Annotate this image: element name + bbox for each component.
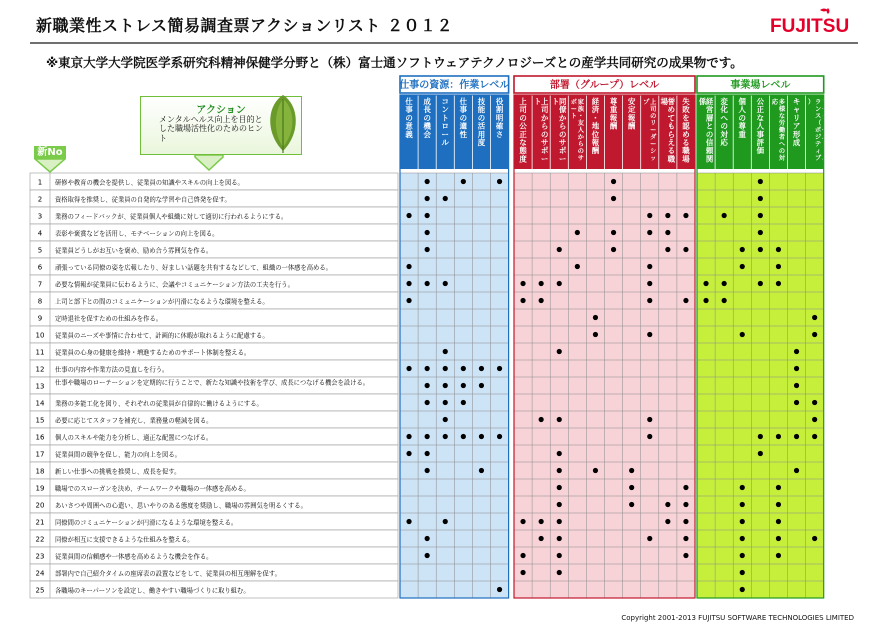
column-header-19: 個人の尊重 (738, 97, 746, 139)
action-description: メンタルヘルス向上を目的とした職場活性化のためのヒント (159, 115, 263, 143)
mark-dot (539, 519, 544, 524)
mark-dot (425, 451, 430, 456)
mark-dot (758, 213, 763, 218)
mark-dot (758, 179, 763, 184)
row-number: 20 (35, 501, 45, 510)
mark-dot (443, 417, 448, 422)
column-header-23: ワーク・セルフ・バランス（ポジティブ） (808, 99, 829, 162)
mark-dot (776, 553, 781, 558)
row-text: 定時退社を促すための仕組みを作る。 (55, 315, 163, 323)
mark-dot (794, 349, 799, 354)
mark-dot (425, 383, 430, 388)
mark-dot (443, 196, 448, 201)
row-number: 3 (37, 212, 43, 221)
mark-dot (443, 281, 448, 286)
column-header-20: 公正な人事評価 (756, 97, 765, 156)
row-text: 従業員間の信頼感や一体感を高めるような機会を作る。 (55, 553, 213, 561)
mark-dot (557, 417, 562, 422)
column-header-1: 仕事の意義 (405, 97, 413, 139)
row-text: 従業員間の競争を促し、能力の向上を図る。 (55, 451, 181, 459)
mark-dot (557, 247, 562, 252)
row-text: 業務の多能工化を図り、それぞれの従業員が自律的に働けるようにする。 (55, 400, 263, 408)
mark-dot (557, 349, 562, 354)
row-number: 7 (37, 280, 43, 289)
mark-dot (812, 400, 817, 405)
mark-dot (479, 366, 484, 371)
mark-dot (425, 196, 430, 201)
mark-dot (461, 434, 466, 439)
mark-dot (593, 315, 598, 320)
mark-dot (665, 213, 670, 218)
mark-dot (425, 230, 430, 235)
mark-dot (794, 383, 799, 388)
mark-dot (740, 519, 745, 524)
row-text: 資格取得を推奨し、従業員の自発的な学習や自己啓発を促す。 (55, 196, 231, 204)
mark-dot (557, 536, 562, 541)
mark-dot (443, 366, 448, 371)
mark-dot (776, 247, 781, 252)
mark-dot (497, 179, 502, 184)
group-cells-bg-3 (697, 173, 824, 598)
row-number: 8 (37, 297, 43, 306)
mark-dot (794, 366, 799, 371)
mark-dot (665, 519, 670, 524)
mark-dot (683, 519, 688, 524)
mark-dot (776, 264, 781, 269)
row-text: 個人のスキルや能力を分析し、適正な配置につなげる。 (55, 434, 213, 442)
row-text: 表彰や褒賞などを活用し、モチベーションの向上を図る。 (55, 230, 219, 238)
mark-dot (776, 485, 781, 490)
mark-dot (557, 553, 562, 558)
mark-dot (647, 332, 652, 337)
row-number: 23 (35, 552, 45, 561)
svg-text:FUJITSU: FUJITSU (770, 16, 850, 37)
action-title: アクション (196, 105, 246, 116)
row-text: あいさつや周囲への心遣い、思いやりのある態度を奨励し、職場の雰囲気を明るくする。 (55, 502, 307, 510)
mark-dot (683, 485, 688, 490)
mark-dot (575, 230, 580, 235)
mark-dot (740, 587, 745, 592)
column-header-4: 仕事の適性 (459, 97, 468, 139)
mark-dot (425, 179, 430, 184)
mark-dot (425, 553, 430, 558)
mark-dot (461, 400, 466, 405)
mark-dot (593, 468, 598, 473)
row-number: 2 (37, 195, 43, 204)
row-number: 12 (35, 365, 45, 374)
group-title-1: 仕事の資源：作業レベル (399, 80, 510, 91)
row-text: 仕事の内容や作業方法の見直しを行う。 (55, 366, 169, 374)
mark-dot (406, 281, 411, 286)
mark-dot (539, 281, 544, 286)
mark-dot (665, 502, 670, 507)
mark-dot (611, 247, 616, 252)
mark-dot (794, 468, 799, 473)
mark-dot (406, 298, 411, 303)
mark-dot (539, 298, 544, 303)
mark-dot (611, 196, 616, 201)
column-header-17: 経営層との信頼関係 (698, 97, 714, 164)
mark-dot (629, 485, 634, 490)
mark-dot (557, 485, 562, 490)
row-number: 22 (35, 535, 45, 544)
mark-dot (812, 434, 817, 439)
mark-dot (740, 570, 745, 575)
mark-dot (683, 502, 688, 507)
row-text: 必要な情報が従業員に伝わるように、会議やコミュニケーション方法の工夫を行う。 (55, 281, 294, 289)
mark-dot (425, 247, 430, 252)
mark-dot (611, 230, 616, 235)
mark-dot (557, 570, 562, 575)
row-number: 9 (37, 314, 43, 323)
mark-dot (539, 536, 544, 541)
mark-dot (461, 366, 466, 371)
mark-dot (740, 247, 745, 252)
copyright: Copyright 2001-2013 FUJITSU SOFTWARE TECHNOLOGIES LIMITED (621, 614, 854, 622)
mark-dot (758, 247, 763, 252)
column-header-2: 成長の機会 (423, 97, 431, 139)
mark-dot (425, 366, 430, 371)
mark-dot (520, 298, 525, 303)
mark-dot (461, 383, 466, 388)
row-number: 24 (35, 569, 45, 578)
mark-dot (740, 536, 745, 541)
row-number: 1 (37, 178, 43, 187)
no-column-label: 新No (34, 146, 66, 159)
mark-dot (794, 434, 799, 439)
mark-dot (647, 281, 652, 286)
mark-dot (758, 451, 763, 456)
mark-dot (406, 434, 411, 439)
mark-dot (683, 298, 688, 303)
row-number: 5 (37, 246, 43, 255)
column-header-13: 安定報酬 (627, 97, 636, 131)
row-text: 上司と部下との間のコミュニケーションが円滑になるような環境を整える。 (55, 298, 269, 306)
row-text: 業務のフィードバックが、従業員個人や組織に対して適切に行われるようにする。 (55, 213, 288, 221)
mark-dot (425, 434, 430, 439)
row-number: 6 (37, 263, 43, 272)
mark-dot (812, 536, 817, 541)
mark-dot (520, 570, 525, 575)
mark-dot (425, 468, 430, 473)
row-text: 従業員の心身の健康を維持・増進するためのサポート体制を整える。 (55, 349, 251, 357)
mark-dot (647, 213, 652, 218)
row-number: 13 (35, 382, 45, 391)
mark-dot (406, 264, 411, 269)
mark-dot (665, 230, 670, 235)
mark-dot (479, 383, 484, 388)
mark-dot (740, 264, 745, 269)
column-header-10: 家族・友人からのサポート (570, 99, 584, 162)
mark-dot (647, 298, 652, 303)
mark-dot (497, 587, 502, 592)
mark-dot (683, 536, 688, 541)
mark-dot (683, 213, 688, 218)
mark-dot (740, 332, 745, 337)
mark-dot (740, 553, 745, 558)
subtitle: ※東京大学大学院医学系研究科精神保健学分野と（株）富士通ソフトウェアテクノロジーズとの産学共同研究の成果物です。 (46, 55, 743, 70)
group-title-3: 事業場レベル (730, 80, 791, 91)
mark-dot (722, 298, 727, 303)
mark-dot (776, 536, 781, 541)
mark-dot (776, 281, 781, 286)
mark-dot (683, 553, 688, 558)
mark-dot (758, 281, 763, 286)
mark-dot (406, 366, 411, 371)
mark-dot (703, 281, 708, 286)
row-number: 15 (35, 416, 45, 425)
mark-dot (647, 230, 652, 235)
mark-dot (425, 400, 430, 405)
mark-dot (520, 553, 525, 558)
mark-dot (557, 502, 562, 507)
column-header-16: 失敗を認める職場 (682, 97, 690, 164)
mark-dot (479, 434, 484, 439)
mark-dot (557, 519, 562, 524)
mark-dot (557, 468, 562, 473)
row-number: 14 (35, 399, 45, 408)
row-number: 17 (35, 450, 45, 459)
mark-dot (740, 485, 745, 490)
mark-dot (443, 400, 448, 405)
row-text: 仕事や職場のローテーションを定期的に行うことで、新たな知識や技術を学び、成長につなげる機会を設ける。 (55, 379, 370, 387)
mark-dot (539, 417, 544, 422)
row-text: 同僚が相互に支援できるような仕組みを整える。 (55, 536, 194, 544)
mark-dot (461, 179, 466, 184)
column-header-21: 多様な労働者への対応 (771, 99, 786, 162)
mark-dot (758, 434, 763, 439)
mark-dot (557, 451, 562, 456)
mark-dot (647, 264, 652, 269)
row-number: 11 (35, 348, 45, 357)
column-header-15: 誉めてもらえる職場 (660, 97, 676, 164)
mark-dot (497, 434, 502, 439)
mark-dot (443, 519, 448, 524)
mark-dot (575, 264, 580, 269)
mark-dot (703, 298, 708, 303)
column-header-9: 同僚からのサポート (552, 97, 567, 164)
mark-dot (406, 451, 411, 456)
mark-dot (776, 502, 781, 507)
row-text: 研修や教育の機会を提供し、従業員の知識やスキルの向上を図る。 (55, 179, 244, 187)
row-text: 新しい仕事への挑戦を推奨し、成長を促す。 (55, 468, 181, 476)
mark-dot (683, 247, 688, 252)
mark-dot (479, 468, 484, 473)
column-header-12: 尊重報酬 (609, 97, 618, 131)
column-header-8: 上司からのサポート (533, 97, 549, 164)
column-header-11: 経済・地位報酬 (591, 97, 600, 156)
row-text: 部署内で自己紹介タイムの座席表の設置などをして、従業員の相互理解を促す。 (55, 570, 281, 578)
mark-dot (520, 281, 525, 286)
mark-dot (425, 281, 430, 286)
row-text: 同僚間のコミュニケーションが円滑になるような環境を整える。 (55, 519, 238, 527)
mark-dot (758, 196, 763, 201)
mark-dot (758, 230, 763, 235)
row-text: 頑張っている同僚の姿を広報したり、好ましい話題を共有するなどして、組織の一体感を高める。 (55, 264, 332, 272)
mark-dot (812, 315, 817, 320)
row-text: 従業員どうしがお互いを褒め、励め合う雰囲気を作る。 (55, 247, 213, 255)
mark-dot (665, 247, 670, 252)
mark-dot (794, 400, 799, 405)
group-title-2: 部署（グループ）レベル (549, 80, 660, 91)
mark-dot (776, 519, 781, 524)
column-header-3: コントロール (441, 97, 449, 147)
row-number: 19 (35, 484, 45, 493)
column-header-22: キャリア形成 (792, 97, 801, 147)
row-text: 必要に応じてスタッフを補充し、業務量の軽減を図る。 (55, 417, 213, 425)
column-header-5: 技能の活用度 (477, 97, 486, 147)
page-title: 新職業性ストレス簡易調査票アクションリスト ２０１２ (36, 16, 453, 35)
column-header-6: 役割明確さ (495, 97, 504, 139)
mark-dot (520, 519, 525, 524)
column-header-14: 上司のリーダーシップ (643, 99, 657, 162)
mark-dot (647, 536, 652, 541)
mark-dot (812, 417, 817, 422)
mark-dot (443, 349, 448, 354)
mark-dot (629, 502, 634, 507)
mark-dot (443, 383, 448, 388)
row-number: 21 (35, 518, 45, 527)
mark-dot (406, 519, 411, 524)
row-text: 従業員のニーズや事情に合わせて、計画的に休暇が取れるように配慮する。 (55, 332, 269, 340)
row-number: 4 (37, 229, 43, 238)
mark-dot (406, 213, 411, 218)
mark-dot (647, 417, 652, 422)
mark-dot (722, 281, 727, 286)
mark-dot (425, 536, 430, 541)
mark-dot (776, 434, 781, 439)
column-header-18: 変化への対応 (720, 97, 728, 147)
mark-dot (425, 213, 430, 218)
column-header-7: 上司の公正な態度 (519, 97, 527, 164)
mark-dot (443, 434, 448, 439)
mark-dot (722, 213, 727, 218)
mark-dot (611, 179, 616, 184)
mark-dot (629, 468, 634, 473)
row-number: 16 (35, 433, 45, 442)
row-text: 各職場のキーパーソンを設定し、働きやすい職場づくりに取り組む。 (55, 587, 250, 595)
mark-dot (740, 502, 745, 507)
row-number: 10 (35, 331, 45, 340)
row-text: 職場でのスローガンを決め、チームワークや職場の一体感を高める。 (55, 485, 250, 493)
row-number: 25 (35, 586, 45, 595)
mark-dot (497, 366, 502, 371)
mark-dot (557, 281, 562, 286)
row-number: 18 (35, 467, 45, 476)
mark-dot (812, 332, 817, 337)
mark-dot (647, 434, 652, 439)
mark-dot (593, 332, 598, 337)
